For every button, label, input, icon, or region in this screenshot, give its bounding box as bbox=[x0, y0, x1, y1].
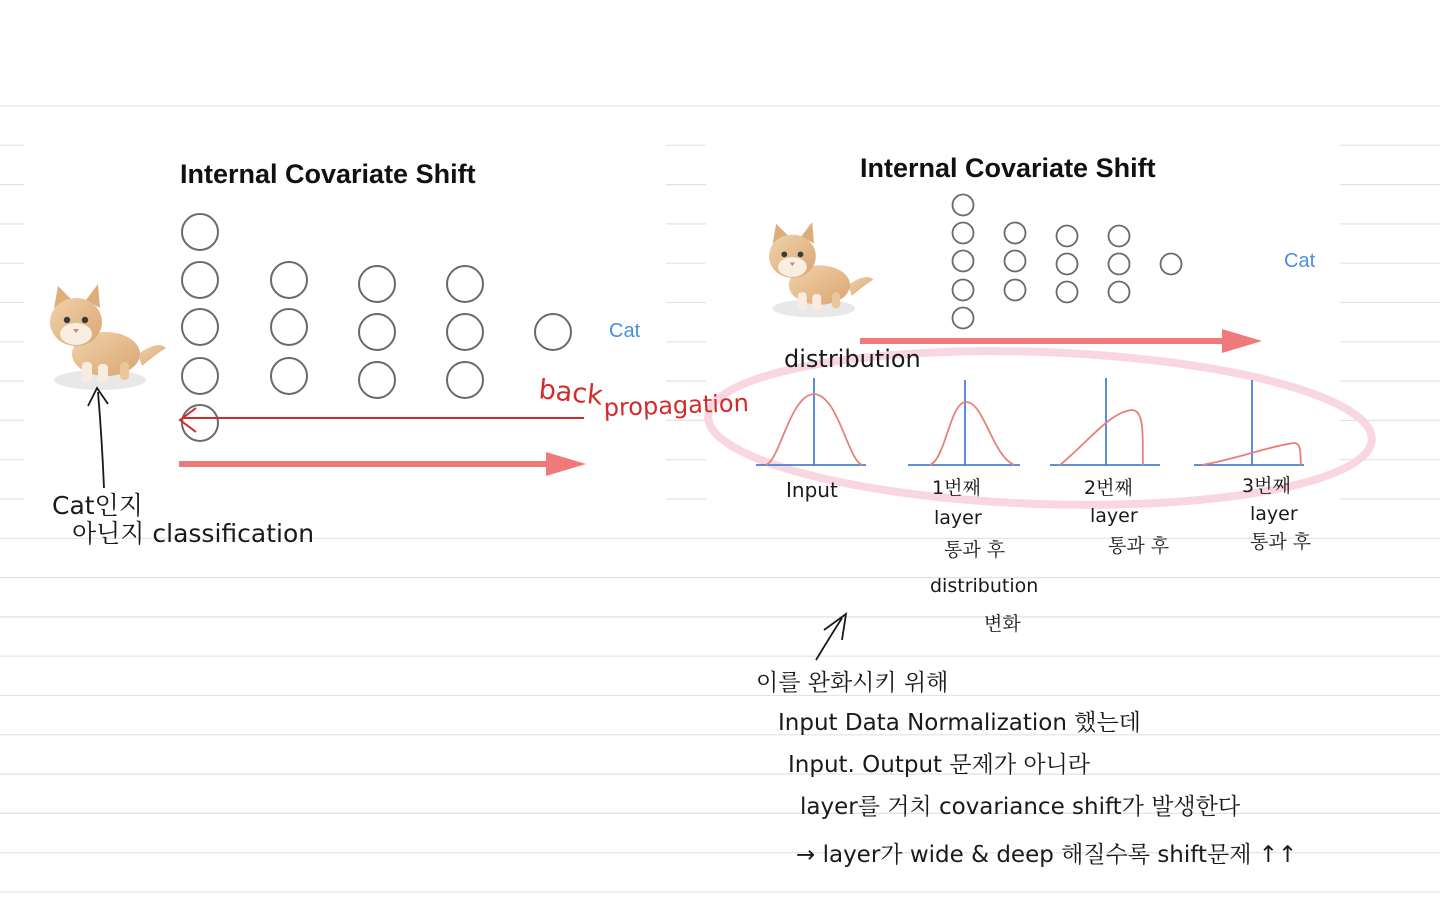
network-node bbox=[359, 362, 395, 398]
label-layer2-3: 통과 후 bbox=[1108, 535, 1170, 557]
label-layer1-4: distribution bbox=[930, 575, 1039, 597]
note-line-3: Input. Output 문제가 아니라 bbox=[788, 752, 1091, 778]
network-node bbox=[1161, 254, 1182, 275]
annotation-propagation: propagation bbox=[603, 388, 750, 422]
network-node bbox=[953, 223, 974, 244]
label-layer2-2: layer bbox=[1090, 505, 1138, 527]
label-input: Input bbox=[786, 478, 838, 502]
network-node bbox=[182, 309, 218, 345]
label-layer1-3: 통과 후 bbox=[944, 539, 1006, 561]
network-node bbox=[359, 266, 395, 302]
network-node bbox=[447, 266, 483, 302]
left-output-label: Cat bbox=[609, 320, 641, 342]
right-slide-title: Internal Covariate Shift bbox=[860, 153, 1156, 183]
network-node bbox=[447, 314, 483, 350]
network-node bbox=[953, 308, 974, 329]
network-node bbox=[359, 314, 395, 350]
network-node bbox=[1109, 282, 1130, 303]
network-node bbox=[1005, 251, 1026, 272]
network-node bbox=[1057, 254, 1078, 275]
label-layer3-3: 통과 후 bbox=[1250, 531, 1312, 553]
annotation-distribution: distribution bbox=[784, 345, 921, 373]
network-node bbox=[953, 251, 974, 272]
network-node bbox=[271, 262, 307, 298]
right-output-label: Cat bbox=[1284, 250, 1316, 272]
left-slide bbox=[24, 120, 666, 518]
network-node bbox=[1109, 254, 1130, 275]
network-node bbox=[1057, 282, 1078, 303]
network-node bbox=[447, 362, 483, 398]
note-line-4: layer를 거치 covariance shift가 발생한다 bbox=[800, 794, 1241, 820]
label-layer1-1: 1번째 bbox=[932, 477, 981, 499]
note-line-1: 이를 완화시키 위해 bbox=[756, 670, 949, 696]
network-node bbox=[535, 314, 571, 350]
network-node bbox=[182, 358, 218, 394]
label-layer1-5: 변화 bbox=[984, 613, 1021, 635]
pointer-arrow-note bbox=[816, 618, 842, 660]
label-layer1-2: layer bbox=[934, 507, 982, 529]
network-node bbox=[1057, 226, 1078, 247]
network-node bbox=[953, 280, 974, 301]
annotation-back: back bbox=[537, 374, 605, 412]
network-node bbox=[182, 262, 218, 298]
note-line-2: Input Data Normalization 했는데 bbox=[778, 710, 1141, 736]
right-slide bbox=[706, 120, 1340, 500]
label-layer2-1: 2번째 bbox=[1084, 477, 1133, 499]
network-node bbox=[1005, 280, 1026, 301]
network-node bbox=[182, 405, 218, 441]
label-layer3-2: layer bbox=[1250, 503, 1298, 525]
network-node bbox=[271, 358, 307, 394]
network-node bbox=[953, 195, 974, 216]
network-node bbox=[271, 309, 307, 345]
left-slide-title: Internal Covariate Shift bbox=[180, 159, 476, 189]
network-node bbox=[182, 214, 218, 250]
annotation-classification-1: Cat인지 bbox=[52, 491, 143, 520]
label-layer3-1: 3번째 bbox=[1242, 475, 1291, 497]
annotation-classification-2: 아닌지 classification bbox=[72, 519, 315, 548]
network-node bbox=[1005, 223, 1026, 244]
network-node bbox=[1109, 226, 1130, 247]
note-line-5: → layer가 wide & deep 해질수록 shift문제 ↑↑ bbox=[796, 842, 1298, 868]
